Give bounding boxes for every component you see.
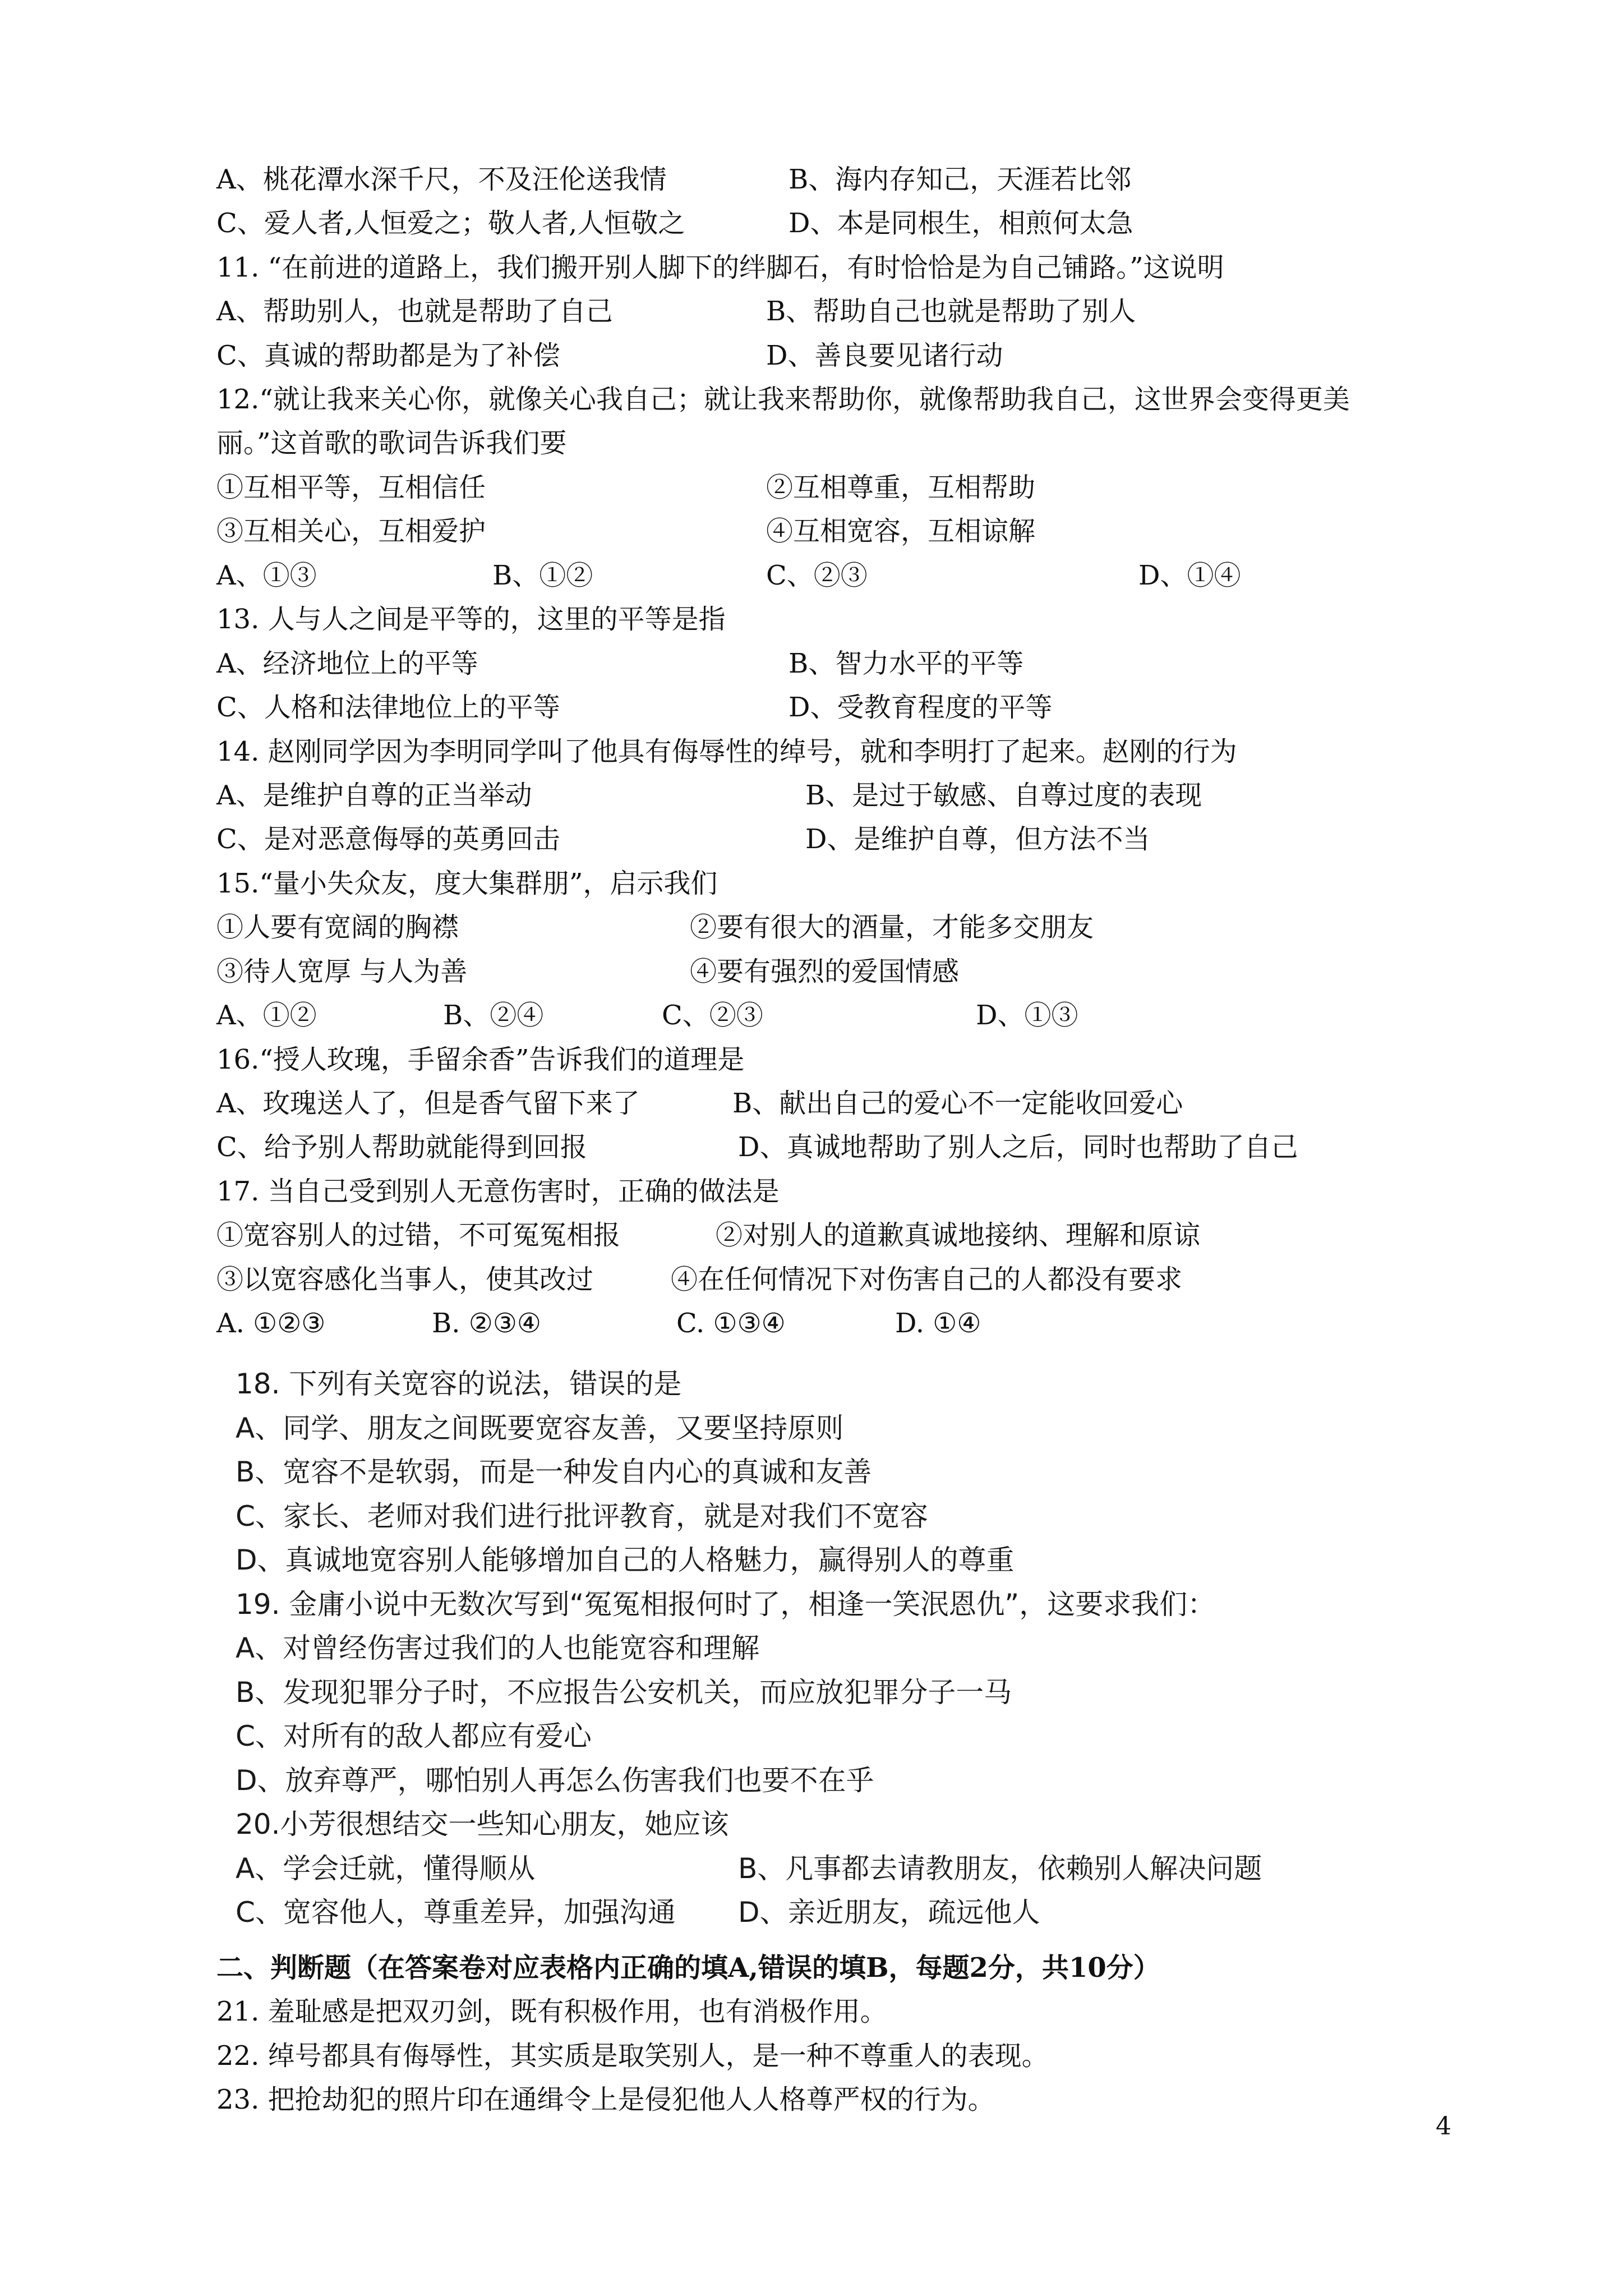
q10-option-b: B、海内存知己，天涯若比邻 bbox=[789, 164, 1132, 195]
q18-stem: 18. 下列有关宽容的说法，错误的是 bbox=[236, 1368, 682, 1400]
q20-option-b: B、凡事都去请教朋友，依赖别人解决问题 bbox=[738, 1852, 1262, 1885]
q15-stem: 15.“量小失众友，度大集群朋”，启示我们 bbox=[216, 868, 718, 899]
q11-option-c: C、真诚的帮助都是为了补偿 bbox=[216, 340, 560, 371]
q14-option-b: B、是过于敏感、自尊过度的表现 bbox=[805, 780, 1202, 811]
q11-stem: 11. “在前进的道路上，我们搬开别人脚下的绊脚石，有时恰恰是为自己铺路。”这说明 bbox=[216, 252, 1224, 283]
q14-option-c: C、是对恶意侮辱的英勇回击 bbox=[216, 823, 560, 855]
q18-option-a: A、同学、朋友之间既要宽容友善，又要坚持原则 bbox=[236, 1412, 844, 1444]
q15-statement-4: ④要有强烈的爱国情感 bbox=[690, 956, 960, 987]
q17-stem: 17. 当自己受到别人无意伤害时，正确的做法是 bbox=[216, 1176, 780, 1207]
q18-option-b: B、宽容不是软弱，而是一种发自内心的真诚和友善 bbox=[236, 1456, 872, 1488]
q17-statement-3: ③以宽容感化当事人，使其改过 bbox=[216, 1264, 594, 1295]
q17-option-d: D. ①④ bbox=[895, 1308, 981, 1339]
q17-statement-1: ①宽容别人的过错，不可冤冤相报 bbox=[216, 1220, 621, 1251]
q10-option-d: D、本是同根生，相煎何太急 bbox=[789, 208, 1133, 239]
q15-option-b: B、②④ bbox=[443, 1000, 544, 1031]
q12-option-d: D、①④ bbox=[1138, 560, 1241, 591]
q15-statement-1: ①人要有宽阔的胸襟 bbox=[216, 912, 459, 943]
q16-option-c: C、给予别人帮助就能得到回报 bbox=[216, 1131, 587, 1163]
q13-option-d: D、受教育程度的平等 bbox=[789, 692, 1053, 723]
q12-statement-1: ①互相平等，互相信任 bbox=[216, 472, 486, 503]
q10-option-c: C、爱人者,人恒爱之；敬人者,人恒敬之 bbox=[216, 208, 685, 239]
q12-statement-3: ③互相关心，互相爱护 bbox=[216, 516, 486, 547]
q19-option-c: C、对所有的敌人都应有爱心 bbox=[236, 1720, 592, 1752]
q15-option-d: D、①③ bbox=[976, 1000, 1078, 1031]
q19-stem: 19. 金庸小说中无数次写到“冤冤相报何时了，相逢一笑泯恩仇”，这要求我们： bbox=[236, 1588, 1216, 1621]
q14-option-a: A、是维护自尊的正当举动 bbox=[216, 780, 532, 811]
q22-statement: 22. 绰号都具有侮辱性，其实质是取笑别人，是一种不尊重人的表现。 bbox=[216, 2040, 1049, 2072]
q20-option-c: C、宽容他人，尊重差异，加强沟通 bbox=[236, 1896, 676, 1929]
q15-statement-3: ③待人宽厚 与人为善 bbox=[216, 956, 468, 987]
q12-statement-2: ②互相尊重，互相帮助 bbox=[766, 472, 1036, 503]
q14-option-d: D、是维护自尊，但方法不当 bbox=[805, 823, 1150, 855]
q13-stem: 13. 人与人之间是平等的，这里的平等是指 bbox=[216, 604, 726, 635]
q17-statement-2: ②对别人的道歉真诚地接纳、理解和原谅 bbox=[716, 1220, 1201, 1251]
q19-option-b: B、发现犯罪分子时，不应报告公安机关，而应放犯罪分子一马 bbox=[236, 1676, 1012, 1709]
q12-statement-4: ④互相宽容，互相谅解 bbox=[766, 516, 1036, 547]
q11-option-a: A、帮助别人，也就是帮助了自己 bbox=[216, 296, 613, 327]
q17-option-b: B. ②③④ bbox=[432, 1308, 541, 1339]
q15-option-c: C、②③ bbox=[662, 1000, 763, 1031]
q21-statement: 21. 羞耻感是把双刃剑，既有积极作用，也有消极作用。 bbox=[216, 1996, 887, 2027]
q20-option-d: D、亲近朋友，疏远他人 bbox=[738, 1896, 1040, 1929]
q15-statement-2: ②要有很大的酒量，才能多交朋友 bbox=[690, 912, 1094, 943]
q19-option-d: D、放弃尊严，哪怕别人再怎么伤害我们也要不在乎 bbox=[236, 1764, 874, 1797]
q16-option-d: D、真诚地帮助了别人之后，同时也帮助了自己 bbox=[738, 1131, 1298, 1163]
q16-option-a: A、玫瑰送人了，但是香气留下来了 bbox=[216, 1088, 640, 1119]
q13-option-b: B、智力水平的平等 bbox=[789, 648, 1024, 679]
q11-option-b: B、帮助自己也就是帮助了别人 bbox=[766, 296, 1136, 327]
q12-option-c: C、②③ bbox=[766, 560, 868, 591]
q12-option-b: B、①② bbox=[492, 560, 593, 591]
q17-option-c: C. ①③④ bbox=[676, 1308, 786, 1339]
q20-option-a: A、学会迁就，懂得顺从 bbox=[236, 1852, 536, 1885]
q17-statement-4: ④在任何情况下对伤害自己的人都没有要求 bbox=[671, 1264, 1183, 1295]
q19-option-a: A、对曾经伤害过我们的人也能宽容和理解 bbox=[236, 1632, 760, 1664]
page-number: 4 bbox=[1436, 2112, 1451, 2141]
q20-stem: 20.小芳很想结交一些知心朋友，她应该 bbox=[236, 1808, 729, 1841]
q16-stem: 16.“授人玫瑰，手留余香”告诉我们的道理是 bbox=[216, 1044, 745, 1075]
section2-heading: 二、判断题（在答案卷对应表格内正确的填A,错误的填B，每题2分，共10分） bbox=[216, 1952, 1160, 1984]
q13-option-a: A、经济地位上的平等 bbox=[216, 648, 478, 679]
q23-statement: 23. 把抢劫犯的照片印在通缉令上是侵犯他人人格尊严权的行为。 bbox=[216, 2084, 995, 2115]
q12-option-a: A、①③ bbox=[216, 560, 317, 591]
q11-option-d: D、善良要见诸行动 bbox=[766, 340, 1003, 371]
q12-stem-line1: 12.“就让我来关心你，就像关心我自己；就让我来帮助你，就像帮助我自己，这世界会变得更美 bbox=[216, 384, 1350, 415]
q13-option-c: C、人格和法律地位上的平等 bbox=[216, 692, 560, 723]
q18-option-d: D、真诚地宽容别人能够增加自己的人格魅力，赢得别人的尊重 bbox=[236, 1544, 1015, 1576]
q16-option-b: B、献出自己的爱心不一定能收回爱心 bbox=[732, 1088, 1183, 1119]
q12-stem-line2: 丽。”这首歌的歌词告诉我们要 bbox=[216, 427, 567, 459]
q10-option-a: A、桃花潭水深千尺，不及汪伦送我情 bbox=[216, 164, 667, 195]
q18-option-c: C、家长、老师对我们进行批评教育，就是对我们不宽容 bbox=[236, 1500, 928, 1533]
q14-stem: 14. 赵刚同学因为李明同学叫了他具有侮辱性的绰号，就和李明打了起来。赵刚的行为 bbox=[216, 736, 1237, 767]
q15-option-a: A、①② bbox=[216, 1000, 317, 1031]
q17-option-a: A. ①②③ bbox=[216, 1308, 326, 1339]
